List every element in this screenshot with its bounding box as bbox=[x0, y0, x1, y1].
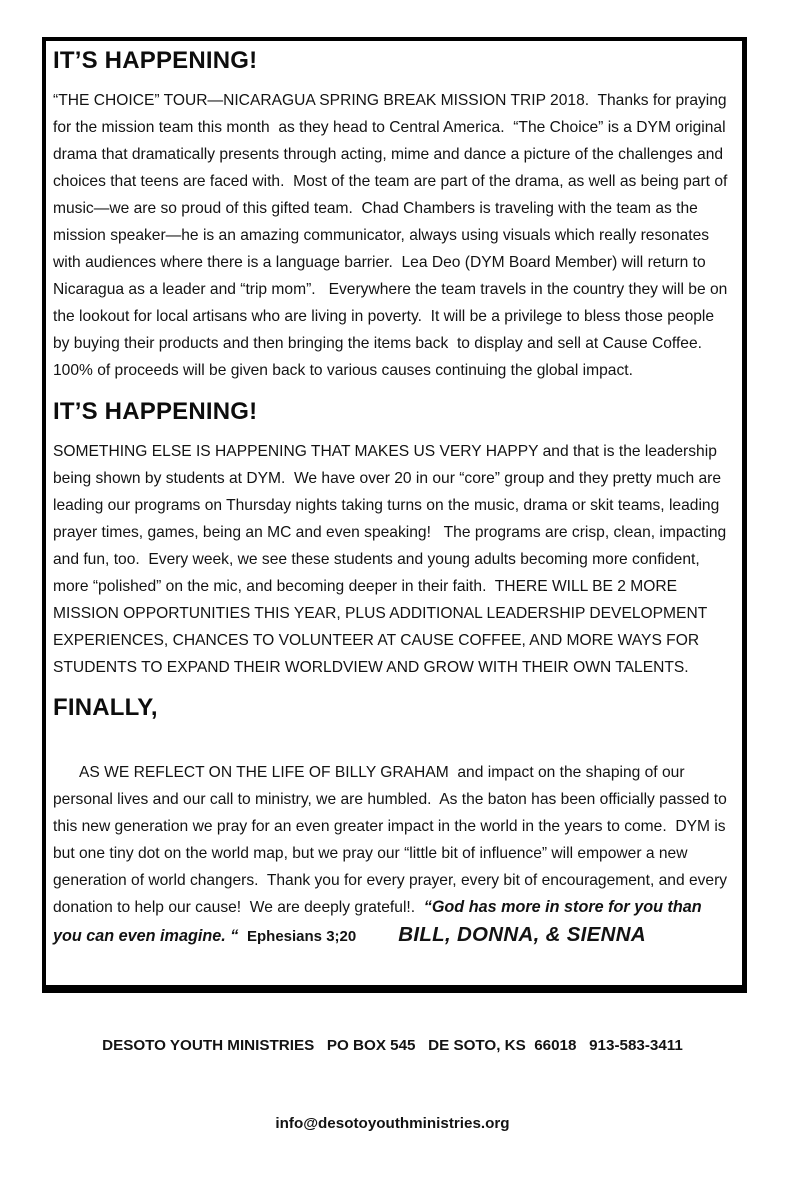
leadership-body: SOMETHING ELSE IS HAPPENING THAT MAKES US VERY HAPPY and that is the leadership being shown by students at DYM. We have over 20 in our “core” group and they pretty much are leading our programs on Thursday nights taking turns on the music, drama or skit teams, leading prayer times, games, being an MC and even speaking! The programs are crisp, clean, impacting and fun, too. Every week, we see these students and young adults becoming more confident, more “polished” on the mic, and becoming deeper in their faith. THERE WILL BE 2 MORE MISSION OPPORTUNITIES THIS YEAR, PLUS ADDITIONAL LEADERSHIP DEVELOPMENT EXPERIENCES, CHANCES TO VOLUNTEER AT CAUSE COFFEE, AND MORE WAYS FOR STUDENTS TO EXPAND THEIR WORLDVIEW AND GROW WITH THEIR OWN TALENTS. bbox=[53, 443, 731, 676]
section-leadership bbox=[53, 397, 732, 681]
mission-trip-body: “THE CHOICE” TOUR—NICARAGUA SPRING BREAK MISSION TRIP 2018. Thanks for praying for the mission team this month as they head to Central America. “The Choice” is a DYM original drama that dramatically presents through acting, mime and dance a picture of the challenges and choices that teens are faced with. Most of the team are part of the drama, as well as being part of music—we are so proud of this gifted team. Chad Chambers is traveling with the team as the mission speaker—he is an amazing communicator, always using visuals which really resonates with audiences where there is a language barrier. Lea Deo (DYM Board Member) will return to Nicaragua as a leader and “trip mom”. Everywhere the team travels in the country they will be on the lookout for local artisans who are living in poverty. It will be a privilege to bless those people by buying their products and then bringing the items back to display and sell at Cause Coffee. 100% of proceeds will be given back to various causes continuing the global impact. bbox=[53, 92, 732, 379]
finally-heading: FINALLY, bbox=[53, 694, 158, 721]
signature-names: BILL, DONNA, & SIENNA bbox=[398, 923, 646, 946]
scripture-reference: Ephesians 3;20 bbox=[242, 928, 357, 945]
section-mission-trip bbox=[53, 46, 732, 384]
scripture-quote: “God has more in store for you than you can even imagine. “ bbox=[53, 898, 707, 945]
contact-email: info@desotoyouthministries.org bbox=[275, 1115, 510, 1132]
section-finally bbox=[53, 693, 732, 977]
mission-trip-heading: IT’S HAPPENING! bbox=[53, 47, 258, 74]
leadership-heading: IT’S HAPPENING! bbox=[53, 398, 258, 425]
finally-body bbox=[53, 732, 732, 977]
contact-footer bbox=[53, 981, 732, 1189]
newsletter-page-frame bbox=[42, 37, 747, 1132]
finally-body-text: AS WE REFLECT ON THE LIFE OF BILLY GRAHAM and impact on the shaping of our personal lives and our call to ministry, we are humbled. As the baton has been officially passed to this new generation we pray for an even greater impact in the world in the years to come. DYM is but one tiny dot on the world map, but we pray our “little bit of influence” will empower a new generation of world changers. Thank you for every prayer, every bit of encouragement, and every donation to help our cause! We are deeply grateful!. bbox=[53, 764, 732, 916]
contact-address-line: DESOTO YOUTH MINISTRIES PO BOX 545 DE SOTO, KS 66018 913-583-3411 bbox=[102, 1037, 683, 1054]
